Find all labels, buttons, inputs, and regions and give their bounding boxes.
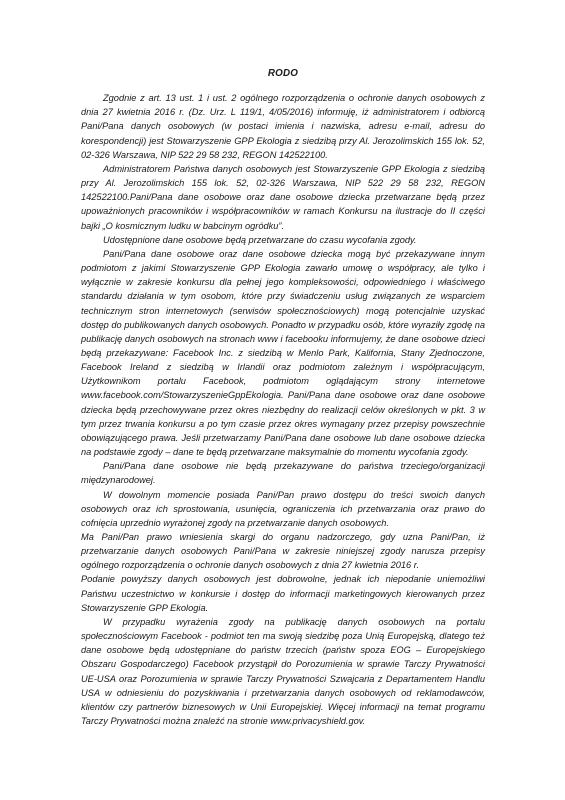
- paragraph-voluntary: Podanie powyższy danych osobowych jest dobrowolne, jednak ich niepodanie uniemożliwi Państwu uczestnictwo w konkursie i dostęp do informacji marketingowych kierowanych przez Stowarzyszenie GPP Ekologia.: [81, 574, 485, 613]
- paragraph-facebook: W przypadku wyrażenia zgody na publikację danych osobowych na portalu społecznościowym Facebook - podmiot ten ma swoją siedzibę poza Unią Europejską, dlatego też dane osobowe będą udostępniane do państw trzecich (państw spoza EOG – Europejskiego Obszaru Gospodarczego) Facebook przystąpił do Porozumienia w sprawie Tarczy Prywatności UE-USA oraz Porozumienia w sprawie Tarczy Prywatności Szwajcaria z Departamentem Handlu USA w odniesieniu do pozyskiwania i przetwarzania danych osobowych od reklamodawców, klientów czy partnerów biznesowych w Unii Europejskiej. Więcej informacji na temat programu Tarczy Prywatności można znaleźć na stronie www.privacyshield.gov.: [81, 616, 485, 727]
- paragraph-complaint: Ma Pani/Pan prawo wniesienia skargi do organu nadzorczego, gdy uzna Pani/Pan, iż przetwarzanie danych osobowych Pani/Pana w zakresie niniejszej zgody narusza przepisy ogólnego rozporządzenia o ochronie danych osobowych z dnia 27 kwietnia 2016 r.: [81, 532, 485, 571]
- paragraph-controller-info: Zgodnie z art. 13 ust. 1 i ust. 2 ogólnego rozporządzenia o ochronie danych osobowych z dnia 27 kwietnia 2016 r. (Dz. Urz. L 119/1, 4/05/2016) informuję, iż administratorem i odbiorcą Pani/Pana danych osobowych (w postaci imienia i nazwiska, adresu e-mail, adresu do korespondencji) jest Stowarzyszenie GPP Ekologia z siedzibą przy Al. Jerozolimskich 155 lok. 52, 02-326 Warszawa, NIP 522 29 58 232, REGON 142522100.: [81, 93, 485, 160]
- paragraph-access-rights: W dowolnym momencie posiada Pani/Pan prawo dostępu do treści swoich danych osobowych oraz ich sprostowania, usunięcia, ograniczenia ich przetwarzania oraz prawo do cofnięcia uprzednio wyrażonej zgody na przetwarzanie danych osobowych.: [81, 489, 485, 528]
- paragraph-retention: Udostępnione dane osobowe będą przetwarzane do czasu wycofania zgody.: [103, 234, 417, 245]
- paragraph-recipients: Pani/Pana dane osobowe oraz dane osobowe dziecka mogą być przekazywane innym podmiotom z jakimi Stowarzyszenie GPP Ekologia zawarło umowę o współpracy, ale tylko i wyłącznie w zakresie konkursu dla pełnej jego kompleksowości, odpowiedniego i właściwego standardu działania w tym osobom, które przy świadczeniu usług związanych ze wsparciem technicznym stron internetowych (serwisów społecznościowych) mogą potencjalnie uzyskać dostęp do publikowanych danych osobowych. Ponadto w przypadku osób, które wyraziły zgodę na publikację danych osobowych na stronach www i facebooku informujemy, że dane osobowe dzieci będą przekazywane: Facebook Inc. z siedzibą w Menlo Park, Kalifornia, Stany Zjednoczone, Facebook Ireland z siedzibą w Irlandii oraz podmiotom zależnym i współpracującym, Użytkownikom portalu Facebook, podmiotom oglądającym strony internetowe www.facebook.com/StowarzyszenieGppEkologia. Pani/Pana dane osobowe oraz dane osobowe dziecka będą przechowywane przez okres niezbędny do realizacji celów określonych w pkt. 3 w tym przez trwania konkursu a po tym czasie przez okres wymagany przez przepisy powszechnie obowiązującego prawa. Jeśli przetwarzamy Pani/Pana dane osobowe lub dane osobowe dziecka na podstawie zgody – dane te będą przetwarzane maksymalnie do momentu wycofania zgody.: [81, 248, 485, 458]
- paragraph-third-country: Pani/Pana dane osobowe nie będą przekazywane do państwa trzeciego/organizacji międzynarodowej.: [81, 461, 485, 486]
- document-title: RODO: [267, 68, 299, 79]
- paragraph-administrator: Administratorem Państwa danych osobowych jest Stowarzyszenie GPP Ekologia z siedzibą przy Al. Jerozolimskich 155 lok. 52, 02-326 Warszawa, NIP 522 29 58 232, REGON 142522100.Pani/Pana dane osobowe oraz dane osobowe dziecka przetwarzane będą przez upoważnionych pracowników i współpracowników w ramach Konkursu na ilustracje do II części bajki „O kosmicznym ludku w babcinym ogródku”.: [81, 163, 485, 231]
